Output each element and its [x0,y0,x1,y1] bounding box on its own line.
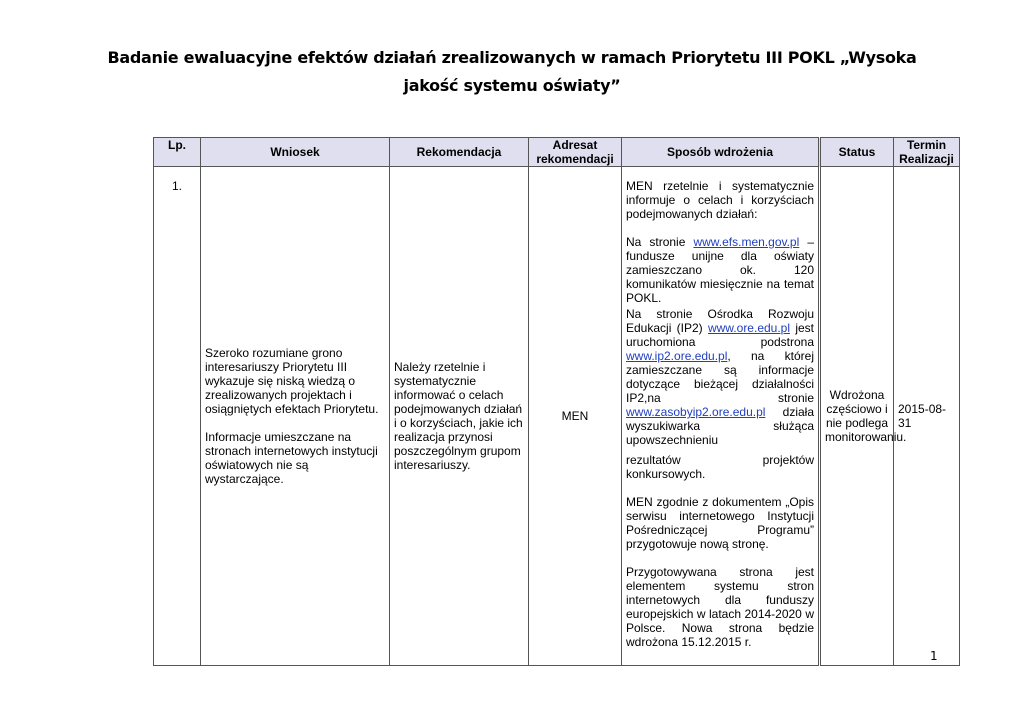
sposob-paragraph-4: rezultatów projektów konkursowych. [626,453,814,481]
sposob-paragraph-2 [626,235,814,305]
header-termin: Termin Realizacji [894,138,960,167]
row-adresat: MEN [529,167,622,666]
ip2-ore-link[interactable]: www.ip2.ore.edu.pl [626,349,728,363]
header-rekomendacja: Rekomendacja [390,138,529,167]
header-adresat: Adresat rekomendacji [529,138,622,167]
row-status: Wdrożona częściowo i nie podlega monitorowaniu. [820,167,894,666]
rekomendacja-text: Należy rzetelnie i systematycznie informować o celach podejmowanych działań i o korzyściach, jakie ich realizacja przynosi poszczególnym grupom interesariuszy. [394,360,523,472]
page-number: 1 [930,649,938,663]
sposob-p3-post: działa wyszukiwarka służąca upowszechnieniu [626,405,814,447]
zasobyip2-link[interactable]: www.zasobyip2.ore.edu.pl [626,405,766,419]
header-wniosek: Wniosek [201,138,390,167]
sposob-p2-pre: Na stronie [626,235,694,249]
row-termin: 2015-08-31 [894,167,960,666]
sposob-paragraph-1: MEN rzetelnie i systematycznie informuje o celach i korzyściach podejmowanych działań: [626,179,814,221]
sposob-p3-mid2: , na której zamieszczane są informacje dotyczące bieżącej działalności IP2,na stronie [626,349,814,405]
sposob-paragraph-5: MEN zgodnie z dokumentem „Opis serwisu internetowego Instytucji Pośredniczącej Programu” przygotowuje nową stronę. [626,495,814,551]
row-sposob [622,167,820,666]
recommendations-table [153,137,960,666]
sposob-p3-mid1: jest uruchomiona podstrona [626,321,814,349]
ore-link[interactable]: www.ore.edu.pl [707,321,791,335]
header-sposob: Sposób wdrożenia [622,138,820,167]
sposob-paragraph-3 [626,307,814,447]
row-rekomendacja [390,167,529,666]
row-wniosek [201,167,390,666]
wniosek-paragraph-1: Szeroko rozumiane grono interesariuszy Priorytetu III wykazuje się niską wiedzą o zrealizowanych projektach i osiągniętych efektach Priorytetu. [205,346,379,416]
sposob-p2-post: – fundusze unijne dla oświaty zamieszczano ok. 120 komunikatów miesięcznie na temat POKL. [626,235,814,305]
table-header-row [154,138,960,167]
header-lp: Lp. [154,138,201,167]
row-lp: 1. [154,167,201,666]
table-row [154,167,960,666]
wniosek-paragraph-2: Informacje umieszczane na stronach internetowych instytucji oświatowych nie są wystarczające. [205,430,378,486]
sposob-p3-pre: Na stronie Ośrodka Rozwoju Edukacji (IP2) [626,307,814,335]
efs-men-link[interactable]: www.efs.men.gov.pl [693,235,800,249]
document-title: Badanie ewaluacyjne efektów działań zrealizowanych w ramach Priorytetu III POKL „Wysoka jakość systemu oświaty” [107,48,917,95]
header-status: Status [820,138,894,167]
sposob-paragraph-6: Przygotowywana strona jest elementem systemu stron internetowych dla funduszy europejskich w latach 2014-2020 w Polsce. Nowa strona będzie wdrożona 15.12.2015 r. [626,565,814,649]
